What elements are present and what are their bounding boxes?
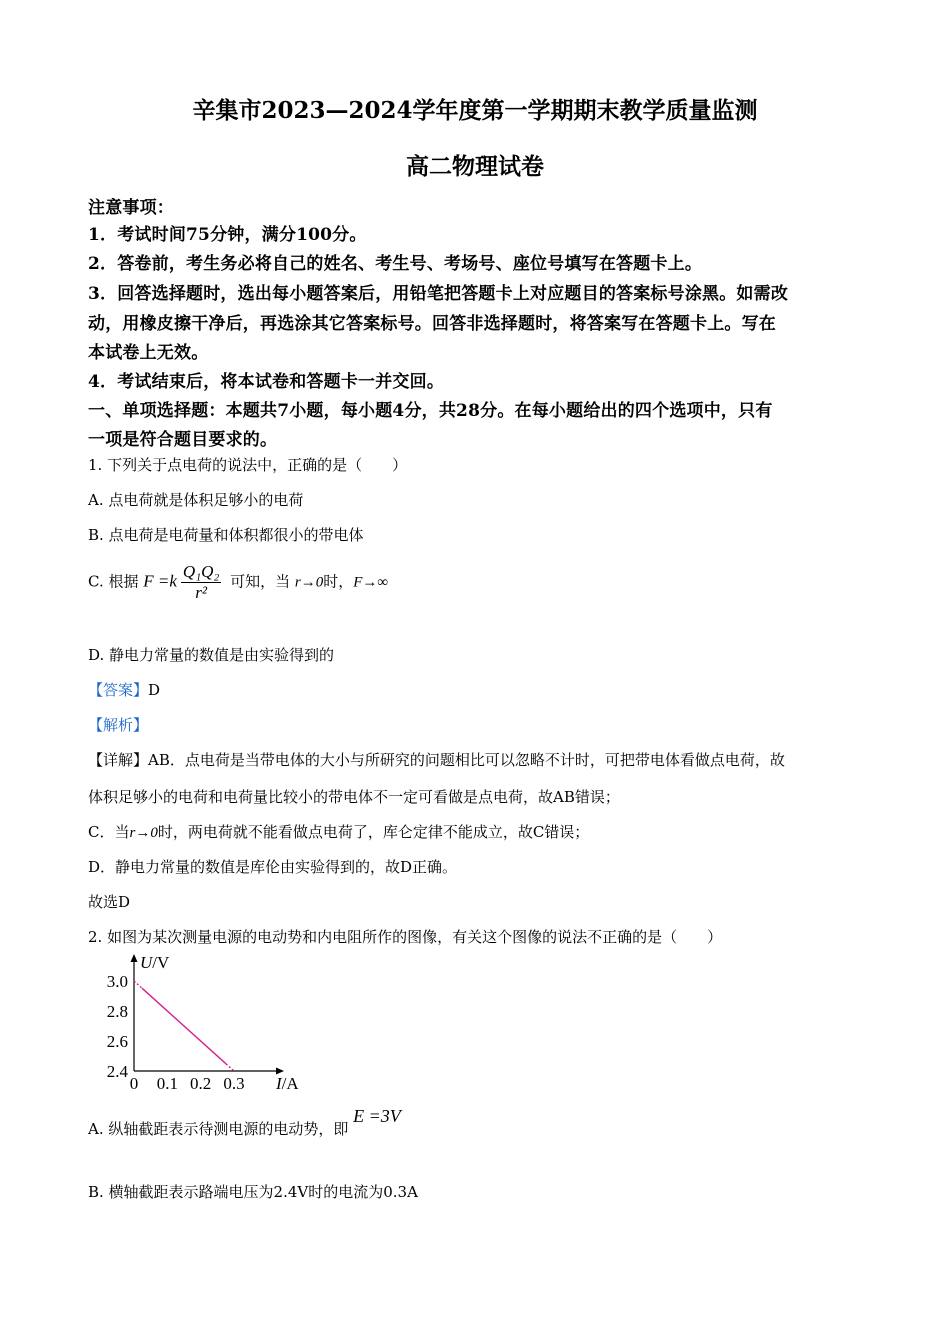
series-line-end-dashed <box>226 1064 234 1071</box>
y-axis-label: U/V <box>140 953 170 972</box>
q2-option-a-prefix: A. 纵轴截距表示待测电源的电动势，即 <box>88 1120 349 1138</box>
q1-option-d: D. 静电力常量的数值是由实验得到的 <box>88 646 335 664</box>
q1-option-c-result: F→∞ <box>353 574 389 591</box>
note-item-2: 2．答卷前，考生务必将自己的姓名、考生号、考场号、座位号填写在答题卡上。 <box>88 254 703 274</box>
x-tick-label: 0 <box>129 1074 139 1093</box>
section-heading-line-1: 一、单项选择题：本题共7小题，每小题4分，共28分。在每小题给出的四个选项中，只有 <box>88 401 773 421</box>
formula-numerator: Q₁Q₂ <box>182 562 220 581</box>
section-heading-line-2: 一项是符合题目要求的。 <box>88 430 278 450</box>
notes-heading: 注意事项： <box>88 198 174 218</box>
series-line <box>142 988 226 1064</box>
detail-c-suffix: 时，两电荷就不能看做点电荷了，库仑定律不能成立，故C错误； <box>157 823 590 841</box>
y-tick-label: 2.8 <box>106 1002 128 1021</box>
note-item-3-line-2: 动，用橡皮擦干净后，再选涂其它答案标号。回答非选择题时，将答案写在答题卡上。写在 <box>88 314 776 334</box>
formula-lhs: F =k <box>143 571 177 591</box>
q1-option-b: B. 点电荷是电荷量和体积都很小的带电体 <box>88 526 364 544</box>
u-i-chart <box>96 953 299 1097</box>
analysis-tag: 【解析】 <box>88 716 149 734</box>
conclusion: 故选D <box>88 893 131 911</box>
exam-subtitle: 高二物理试卷 <box>406 153 544 180</box>
q1-stem: 1. 下列关于点电荷的说法中，正确的是（ ） <box>88 456 408 474</box>
q1-option-c-mid: 可知，当 <box>230 572 291 591</box>
note-item-3-line-1: 3．回答选择题时，选出每小题答案后，用铅笔把答题卡上对应题目的答案标号涂黑。如需改 <box>88 284 789 304</box>
x-tick-label: 0.3 <box>223 1074 245 1093</box>
q2-option-a-formula: E =3V <box>353 1106 401 1126</box>
q1-option-c-mid2: 时， <box>323 572 354 591</box>
y-tick-label: 2.6 <box>106 1032 128 1051</box>
note-item-4: 4．考试结束后，将本试卷和答题卡一并交回。 <box>88 372 445 392</box>
detail-line-c <box>88 821 868 842</box>
exam-title: 辛集市2023—2024学年度第一学期期末教学质量监测 <box>192 97 758 124</box>
answer-tag: 【答案】 <box>88 681 149 699</box>
q2-stem: 2. 如图为某次测量电源的电动势和内电阻所作的图像，有关这个图像的说法不正确的是（ ） <box>88 928 723 946</box>
detail-c-condition: r→0 <box>129 825 158 841</box>
q1-option-c-condition: r→0 <box>294 574 324 591</box>
q1-answer <box>88 679 868 700</box>
x-tick-label: 0.2 <box>190 1074 212 1093</box>
detail-line-2: 体积足够小的电荷和电荷量比较小的带电体不一定可看做是点电荷，故AB错误； <box>88 788 620 806</box>
formula-denominator: r² <box>195 583 207 602</box>
q1-option-c <box>88 562 868 603</box>
detail-line-d: D．静电力常量的数值是库伦由实验得到的，故D正确。 <box>88 858 458 876</box>
q1-option-c-prefix: C. 根据 <box>88 572 139 591</box>
q2-option-a <box>88 1106 868 1139</box>
detail-c-prefix: C．当 <box>88 823 130 841</box>
answer-value: D <box>148 681 161 699</box>
q2-option-b: B. 横轴截距表示路端电压为2.4V时的电流为0.3A <box>88 1183 418 1201</box>
q1-option-a: A. 点电荷就是体积足够小的电荷 <box>88 491 304 509</box>
series-line-start-dashed <box>134 981 142 988</box>
detail-line-1: 【详解】AB．点电荷是当带电体的大小与所研究的问题相比可以忽略不计时，可把带电体看做点电荷，故 <box>88 751 785 769</box>
note-item-3-line-3: 本试卷上无效。 <box>88 343 209 363</box>
x-axis-label: I/A <box>276 1074 299 1093</box>
y-tick-label: 2.4 <box>106 1062 128 1081</box>
y-tick-label: 3.0 <box>106 972 128 991</box>
y-axis-arrow <box>131 954 138 962</box>
note-item-1: 1．考试时间75分钟，满分100分。 <box>88 225 367 245</box>
x-tick-label: 0.1 <box>156 1074 178 1093</box>
formula-fraction <box>181 562 221 603</box>
